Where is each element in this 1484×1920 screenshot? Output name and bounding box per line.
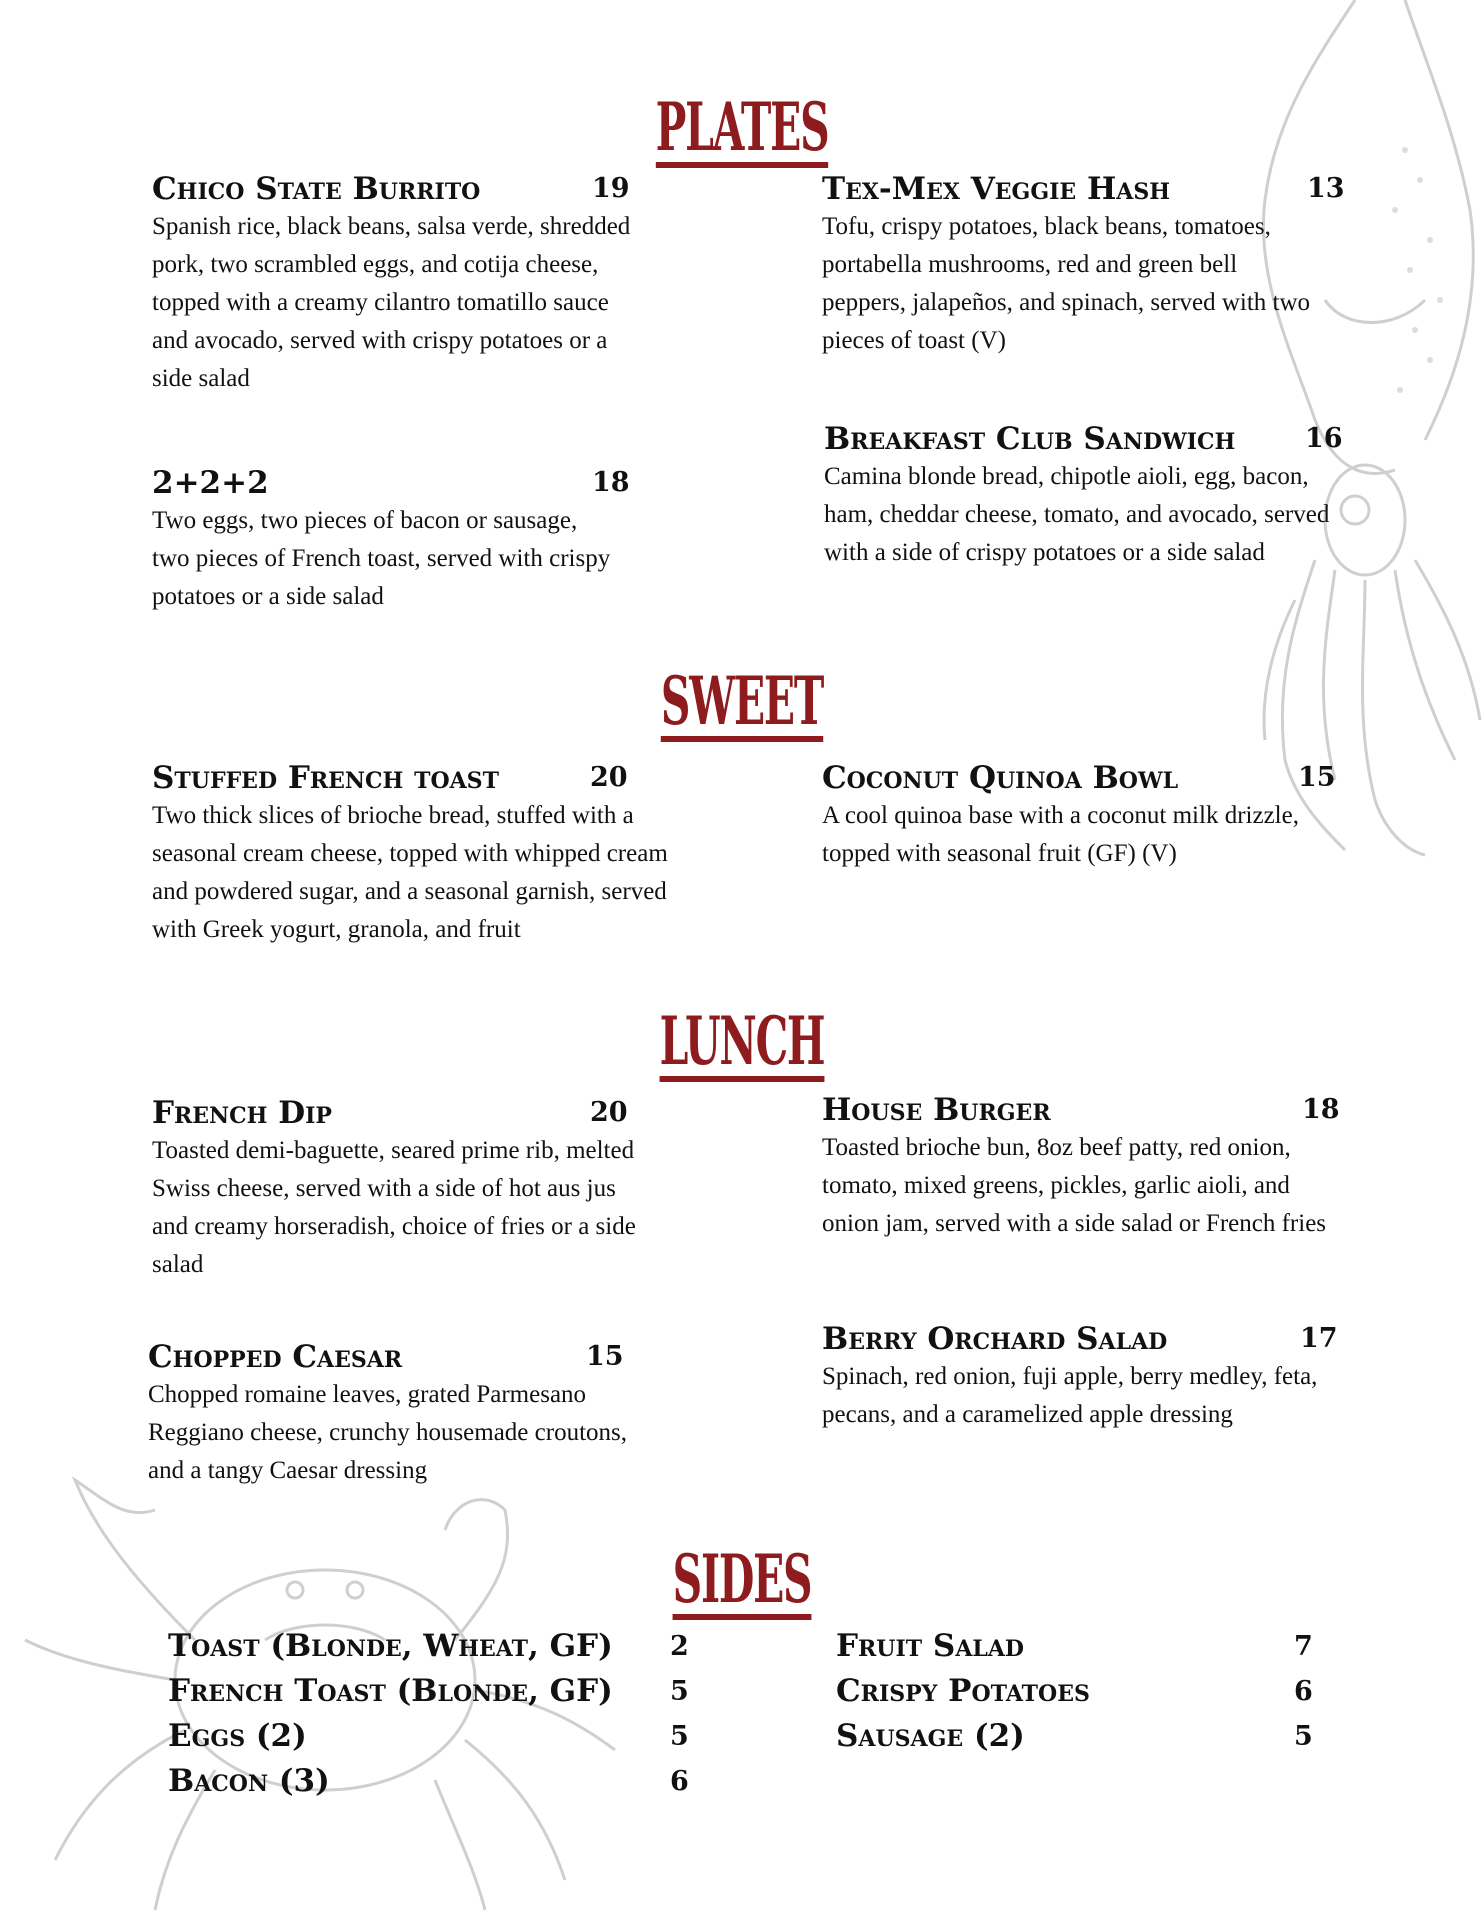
menu-item-house-burger — [822, 1093, 1352, 1243]
item-price: 16 — [1305, 423, 1343, 454]
section-title-lunch: LUNCH — [659, 1002, 825, 1080]
item-price: 18 — [592, 467, 630, 498]
side-item — [168, 1714, 698, 1759]
item-description: Toasted demi-baguette, seared prime rib, melted Swiss cheese, served with a side of hot aus jus and creamy horseradish, choice of fries or a side salad — [152, 1137, 636, 1278]
item-name: Stuffed French toast — [152, 760, 499, 796]
side-price: 7 — [1294, 1631, 1313, 1662]
side-item — [836, 1624, 1316, 1669]
side-name: Toast (Blonde, Wheat, GF) — [168, 1628, 613, 1664]
item-price: 19 — [592, 173, 630, 204]
side-item — [836, 1669, 1316, 1714]
menu-item-stuffed-french-toast — [152, 761, 682, 949]
item-description: Tofu, crispy potatoes, black beans, tomatoes, portabella mushrooms, red and green bell peppers, jalapeños, and spinach, served with two pieces of toast (V) — [822, 213, 1311, 354]
side-name: French Toast (Blonde, GF) — [168, 1673, 613, 1709]
side-item — [168, 1759, 698, 1804]
item-description: Spinach, red onion, fuji apple, berry medley, feta, pecans, and a caramelized apple dressing — [822, 1363, 1318, 1428]
item-name: House Burger — [822, 1092, 1051, 1128]
section-title-sweet: SWEET — [660, 662, 824, 740]
menu-item-tex-mex-veggie-hash — [822, 172, 1352, 360]
side-name: Bacon (3) — [168, 1763, 330, 1799]
item-description: Spanish rice, black beans, salsa verde, shredded pork, two scrambled eggs, and cotija cheese, topped with a creamy cilantro tomatillo sauce and avocado, served with crispy potatoes or a side salad — [152, 213, 631, 392]
menu-item-2-2-2 — [152, 466, 682, 616]
item-description: Two eggs, two pieces of bacon or sausage, two pieces of French toast, served with crispy potatoes or a side salad — [152, 507, 611, 610]
item-name: French Dip — [152, 1095, 332, 1131]
sides-list-right — [836, 1624, 1316, 1759]
item-description: A cool quinoa base with a coconut milk drizzle, topped with seasonal fruit (GF) (V) — [822, 802, 1299, 867]
item-price: 15 — [1298, 762, 1336, 793]
side-name: Eggs (2) — [168, 1718, 307, 1754]
side-price: 5 — [1294, 1721, 1313, 1752]
item-description: Chopped romaine leaves, grated Parmesano Reggiano cheese, crunchy housemade croutons, and a tangy Caesar dressing — [148, 1381, 628, 1484]
item-price: 15 — [586, 1341, 624, 1372]
item-price: 13 — [1307, 173, 1345, 204]
item-description: Camina blonde bread, chipotle aioli, egg, bacon, ham, cheddar cheese, tomato, and avocado, served with a side of crispy potatoes or a side salad — [824, 463, 1330, 566]
side-price: 6 — [1294, 1676, 1313, 1707]
item-name: Chopped Caesar — [148, 1339, 403, 1375]
item-description: Two thick slices of brioche bread, stuffed with a seasonal cream cheese, topped with whipped cream and powdered sugar, and a seasonal garnish, served with Greek yogurt, granola, and fruit — [152, 802, 668, 943]
sides-list-left — [168, 1624, 698, 1804]
side-item — [168, 1624, 698, 1669]
section-title-plates: PLATES — [655, 88, 829, 166]
item-name: Coconut Quinoa Bowl — [822, 760, 1179, 796]
side-price: 5 — [670, 1676, 689, 1707]
item-name: Breakfast Club Sandwich — [824, 421, 1236, 457]
item-price: 18 — [1302, 1094, 1340, 1125]
item-price: 17 — [1300, 1323, 1338, 1354]
side-name: Fruit Salad — [836, 1628, 1025, 1664]
side-price: 6 — [670, 1766, 689, 1797]
menu-item-coconut-quinoa-bowl — [822, 761, 1352, 873]
item-price: 20 — [590, 1097, 628, 1128]
menu-item-chico-state-burrito — [152, 172, 682, 398]
menu-item-chopped-caesar — [148, 1340, 678, 1490]
item-name: 2+2+2 — [152, 465, 269, 501]
menu-item-french-dip — [152, 1096, 682, 1284]
menu-item-berry-orchard-salad — [822, 1322, 1352, 1434]
menu-item-breakfast-club-sandwich — [824, 422, 1354, 572]
item-name: Berry Orchard Salad — [822, 1321, 1168, 1357]
side-name: Crispy Potatoes — [836, 1673, 1090, 1709]
item-name: Chico State Burrito — [152, 171, 481, 207]
item-price: 20 — [590, 762, 628, 793]
side-item — [168, 1669, 698, 1714]
side-name: Sausage (2) — [836, 1718, 1025, 1754]
side-price: 5 — [670, 1721, 689, 1752]
side-item — [836, 1714, 1316, 1759]
section-title-sides: SIDES — [672, 1540, 812, 1618]
item-name: Tex-Mex Veggie Hash — [822, 171, 1170, 207]
item-description: Toasted brioche bun, 8oz beef patty, red onion, tomato, mixed greens, pickles, garlic aioli, and onion jam, served with a side salad or French fries — [822, 1134, 1327, 1237]
side-price: 2 — [670, 1631, 689, 1662]
